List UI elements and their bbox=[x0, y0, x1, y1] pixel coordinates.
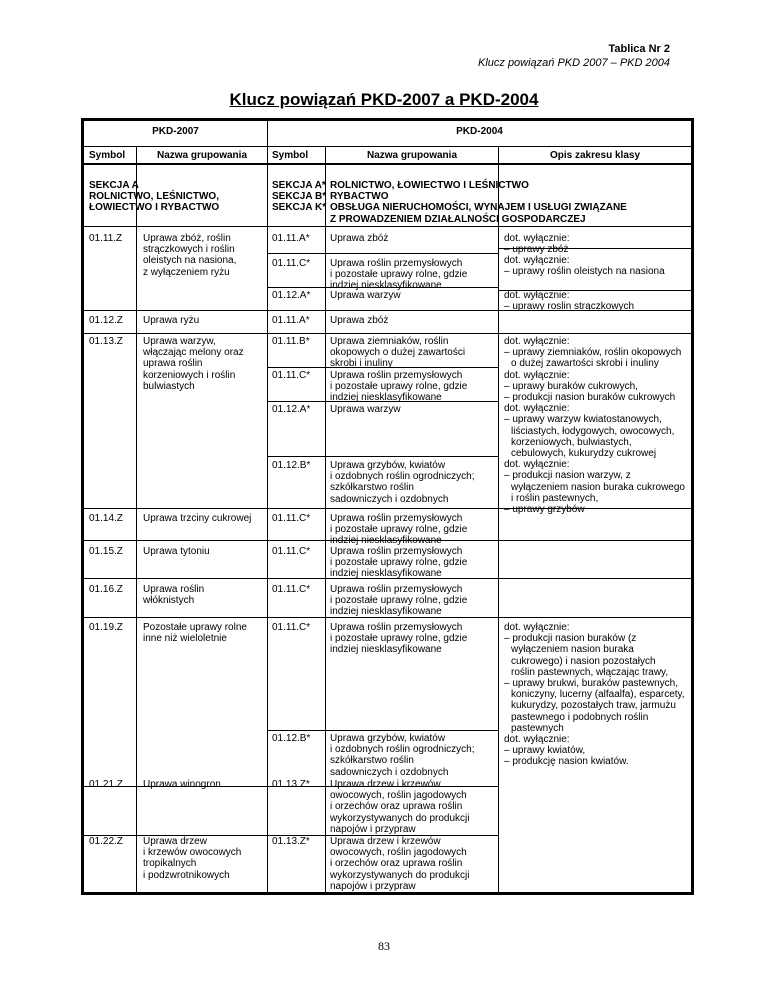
col-head-desc: Opis zakresu klasy bbox=[549, 150, 641, 161]
desc-line: korzeniowych, bulwiastych, bbox=[511, 436, 632, 448]
row-rule bbox=[84, 508, 691, 509]
col-divider bbox=[136, 146, 137, 894]
pkd2004-name: okopowych o dużej zawartości bbox=[330, 347, 466, 359]
desc-line: dot. wyłącznie: bbox=[504, 403, 570, 415]
desc-line: roślin pastewnych, włączając trawy, bbox=[511, 666, 669, 678]
pkd2004-name: Uprawa grzybów, kwiatów bbox=[330, 460, 446, 471]
page-header bbox=[478, 42, 670, 70]
pkd2004-name: Uprawa grzybów, kwiatów bbox=[330, 733, 446, 744]
pkd2007-name: włączając melony oraz bbox=[143, 347, 244, 359]
pkd2004-name: i pozostałe uprawy rolne, gdzie bbox=[330, 269, 468, 281]
pkd2007-code: 01.14.Z bbox=[89, 513, 123, 524]
pkd2007-name: tropikalnych bbox=[143, 858, 197, 870]
section-title: ROLNICTWO, LEŚNICTWO, bbox=[89, 191, 219, 203]
pkd2004-name: i pozostałe uprawy rolne, gdzie bbox=[330, 557, 468, 569]
desc-line: wyłączeniem nasion buraka cukrowego bbox=[511, 481, 685, 493]
pkd2004-name: sadowniczych i ozdobnych bbox=[330, 493, 449, 505]
desc-line: – uprawy zbóż bbox=[504, 244, 568, 255]
pkd2004-name: napojów i przypraw bbox=[330, 880, 416, 892]
desc-line: – produkcji nasion buraków (z bbox=[504, 633, 636, 644]
pkd2007-code: 01.16.Z bbox=[89, 584, 123, 595]
pkd2004-name: i ozdobnych roślin ogrodniczych; bbox=[330, 744, 475, 756]
pkd2004-code: 01.11.C* bbox=[272, 370, 311, 381]
sub-rule bbox=[267, 730, 498, 731]
pkd2007-name: strączkowych i roślin bbox=[143, 244, 235, 256]
pkd2007-code: 01.21.Z bbox=[89, 779, 123, 790]
desc-line: o dużej zawartości skrobi i inuliny bbox=[511, 358, 659, 370]
desc-line: – uprawy buraków cukrowych, bbox=[504, 381, 638, 392]
col-head-name: Nazwa grupowania bbox=[156, 150, 247, 161]
pkd2007-name: bulwiastych bbox=[143, 380, 195, 392]
col-divider bbox=[325, 146, 326, 894]
section-name: Z PROWADZENIEM DZIAŁALNOŚCI GOSPODARCZEJ bbox=[330, 213, 586, 225]
pkd2004-name: Uprawa roślin przemysłowych bbox=[330, 258, 463, 269]
col-divider bbox=[498, 146, 499, 894]
pkd2004-name: szkółkarstwo roślin bbox=[330, 755, 414, 767]
pkd2004-code: 01.13.Z* bbox=[272, 779, 310, 790]
desc-line: – produkcji nasion buraków cukrowych bbox=[504, 392, 675, 403]
sub-rule bbox=[267, 456, 498, 457]
desc-line: liściastych, łodygowych, owocowych, bbox=[511, 425, 675, 437]
pkd2004-code: 01.11.C* bbox=[272, 258, 311, 269]
pkd2004-name: Uprawa roślin przemysłowych bbox=[330, 622, 463, 633]
pkd2007-name: oleistych na nasiona, bbox=[143, 255, 237, 267]
header-rule bbox=[84, 163, 691, 165]
pkd2004-name: Uprawa zbóż bbox=[330, 315, 389, 326]
desc-line: dot. wyłącznie: bbox=[504, 336, 570, 347]
pkd2004-name: Uprawa roślin przemysłowych bbox=[330, 513, 463, 524]
row-rule bbox=[84, 226, 691, 227]
desc-line: – uprawy grzybów bbox=[504, 504, 585, 515]
pkd2004-name: indziej niesklasyfikowane bbox=[330, 535, 442, 547]
desc-line: dot. wyłącznie: bbox=[504, 290, 570, 301]
desc-line: dot. wyłącznie: bbox=[504, 459, 570, 471]
desc-line: – produkcję nasion kwiatów. bbox=[504, 756, 629, 767]
desc-line: cebulowych, kukurydzy cukrowej bbox=[511, 448, 657, 459]
header-subtitle: Klucz powiązań PKD 2007 – PKD 2004 bbox=[477, 57, 670, 69]
pkd2004-name: Uprawa zbóż bbox=[330, 233, 389, 244]
pkd2004-code: 01.11.A* bbox=[272, 315, 310, 326]
desc-line: koniczyny, lucerny (alfaalfa), esparcety, bbox=[511, 689, 685, 701]
row-rule bbox=[84, 333, 691, 334]
pkd2004-name: owocowych, roślin jagodowych bbox=[330, 790, 467, 802]
pkd2004-name: i pozostałe uprawy rolne, gdzie bbox=[330, 381, 468, 393]
desc-line: – uprawy brukwi, buraków pastewnych, bbox=[504, 678, 678, 689]
header-rule bbox=[84, 146, 691, 147]
desc-line: wyłączeniem nasion buraka bbox=[511, 644, 634, 656]
pkd2004-name: indziej niesklasyfikowane bbox=[330, 392, 442, 404]
section-title: ŁOWIECTWO I RYBACTWO bbox=[89, 202, 220, 214]
pkd2004-name: Uprawa roślin przemysłowych bbox=[330, 584, 463, 595]
pkd2004-name: indziej niesklasyfikowane bbox=[330, 280, 442, 292]
pkd2004-code: 01.12.A* bbox=[272, 290, 311, 301]
section-symbol: SEKCJA A* bbox=[272, 180, 326, 191]
pkd2004-name: i pozostałe uprawy rolne, gdzie bbox=[330, 524, 468, 536]
pkd2004-name: skrobi i inuliny bbox=[330, 358, 393, 370]
section-name: OBSŁUGA NIERUCHOMOŚCI, WYNAJEM I USŁUGI ZWIĄZANE bbox=[330, 202, 627, 214]
pkd2004-name: indziej niesklasyfikowane bbox=[330, 568, 442, 580]
desc-line: cukrowego) i nasion pozostałych bbox=[511, 655, 656, 667]
section-symbol: SEKCJA B* bbox=[272, 191, 327, 203]
pkd2004-name: owocowych, roślin jagodowych bbox=[330, 847, 467, 859]
section-title: SEKCJA A bbox=[89, 180, 139, 191]
page-title: Klucz powiązań PKD-2007 a PKD-2004 bbox=[229, 90, 539, 109]
pkd2004-name: i pozostałe uprawy rolne, gdzie bbox=[330, 633, 468, 645]
pkd2007-name: Uprawa trzciny cukrowej bbox=[143, 513, 252, 524]
section-symbol: SEKCJA K* bbox=[272, 202, 327, 214]
pkd2004-name: Uprawa warzyw bbox=[330, 404, 401, 415]
pkd2007-name: i krzewów owocowych bbox=[143, 847, 242, 859]
desc-line: dot. wyłącznie: bbox=[504, 233, 570, 244]
group-head-pkd2007: PKD-2007 bbox=[152, 126, 199, 137]
desc-line: pastewnego i podobnych roślin bbox=[511, 711, 649, 723]
group-head-pkd2004: PKD-2004 bbox=[456, 126, 503, 137]
pkd2007-code: 01.13.Z bbox=[89, 336, 123, 347]
table-number: Tablica Nr 2 bbox=[608, 43, 670, 55]
pkd2004-name: indziej niesklasyfikowane bbox=[330, 606, 442, 618]
pkd2004-code: 01.11.C* bbox=[272, 622, 311, 633]
desc-line: – uprawy warzyw kwiatostanowych, bbox=[504, 414, 662, 425]
pkd2004-code: 01.11.A* bbox=[272, 233, 310, 244]
pkd2004-name: Uprawa roślin przemysłowych bbox=[330, 370, 463, 381]
pkd2004-name: Uprawa drzew i krzewów bbox=[330, 779, 441, 790]
pkd2004-name: Uprawa ziemniaków, roślin bbox=[330, 336, 449, 347]
pkd2007-code: 01.15.Z bbox=[89, 546, 123, 557]
desc-line: dot. wyłącznie: bbox=[504, 369, 570, 381]
pkd2004-code: 01.12.B* bbox=[272, 733, 311, 744]
pkd2007-code: 01.19.Z bbox=[89, 622, 123, 633]
desc-line: – uprawy kwiatów, bbox=[504, 745, 585, 756]
pkd2007-name: Pozostałe uprawy rolne bbox=[143, 622, 247, 633]
pkd2004-name: i orzechów oraz uprawa roślin bbox=[330, 858, 463, 870]
pkd2004-code: 01.11.C* bbox=[272, 546, 311, 557]
desc-line: – produkcji nasion warzyw, z bbox=[504, 470, 631, 481]
pkd2007-name: Uprawa tytoniu bbox=[143, 546, 210, 557]
section-name: ROLNICTWO, ŁOWIECTWO I LEŚNICTWO bbox=[330, 180, 529, 191]
desc-line: dot. wyłącznie: bbox=[504, 622, 570, 633]
pkd2004-name: sadowniczych i ozdobnych bbox=[330, 766, 449, 778]
desc-line: – uprawy ziemniaków, roślin okopowych bbox=[504, 347, 681, 358]
pkd2004-name: szkółkarstwo roślin bbox=[330, 482, 414, 494]
pkd2007-name: Uprawa roślin bbox=[143, 584, 205, 595]
pkd2004-code: 01.11.C* bbox=[272, 513, 311, 524]
col-head-symbol: Symbol bbox=[272, 150, 309, 161]
pkd2007-name: Uprawa warzyw, bbox=[143, 336, 216, 347]
pkd2007-name: z wyłączeniem ryżu bbox=[143, 266, 230, 278]
pkd2004-code: 01.12.B* bbox=[272, 460, 311, 471]
pkd2007-name: uprawa roślin bbox=[143, 358, 203, 370]
pkd2004-code: 01.11.B* bbox=[272, 336, 310, 347]
desc-line: – uprawy roslin strączkowych bbox=[504, 301, 634, 312]
pkd2007-name: korzeniowych i roślin bbox=[143, 369, 236, 381]
pkd2004-code: 01.13.Z* bbox=[272, 836, 310, 847]
desc-line: – uprawy roślin oleistych na nasiona bbox=[504, 266, 665, 277]
col-head-symbol: Symbol bbox=[89, 150, 126, 161]
desc-line: dot. wyłącznie: bbox=[504, 734, 570, 745]
pkd2004-code: 01.12.A* bbox=[272, 404, 311, 415]
pkd2007-name: i podzwrotnikowych bbox=[143, 869, 230, 881]
pkd2004-code: 01.11.C* bbox=[272, 584, 311, 595]
pkd2007-name: Uprawa drzew bbox=[143, 836, 207, 847]
pkd2004-name: indziej niesklasyfikowane bbox=[330, 644, 442, 656]
pkd2004-name: Uprawa drzew i krzewów bbox=[330, 836, 441, 847]
page-number: 83 bbox=[378, 939, 390, 953]
pkd2004-name: i pozostałe uprawy rolne, gdzie bbox=[330, 595, 468, 607]
pkd2004-name: napojów i przypraw bbox=[330, 823, 416, 835]
pkd2007-name: włóknistych bbox=[143, 595, 195, 607]
pkd2007-code: 01.11.Z bbox=[89, 233, 123, 244]
desc-line: kukurydzy, pozostałych traw, jarmużu bbox=[511, 700, 676, 712]
pkd2007-name: Uprawa zbóż, roślin bbox=[143, 233, 231, 244]
pkd2004-name: wykorzystywanych do produkcji bbox=[330, 869, 470, 881]
pkd2004-name: Uprawa warzyw bbox=[330, 290, 401, 301]
pkd2007-code: 01.12.Z bbox=[89, 315, 123, 326]
pkd2004-name: i ozdobnych roślin ogrodniczych; bbox=[330, 471, 475, 483]
sub-rule bbox=[267, 253, 498, 254]
desc-line: pastewnych bbox=[511, 722, 564, 734]
pkd2007-name: Uprawa winogron bbox=[143, 779, 221, 790]
pkd2007-name: inne niż wieloletnie bbox=[143, 633, 227, 645]
pkd2004-name: i orzechów oraz uprawa roślin bbox=[330, 801, 463, 813]
col-head-name: Nazwa grupowania bbox=[366, 150, 457, 161]
pkd2004-name: wykorzystywanych do produkcji bbox=[330, 812, 470, 824]
pkd2004-name: Uprawa roślin przemysłowych bbox=[330, 546, 463, 557]
section-name: RYBACTWO bbox=[330, 191, 389, 203]
desc-line: i roślin pastewnych, bbox=[511, 492, 599, 504]
pkd2007-name: Uprawa ryżu bbox=[143, 315, 200, 326]
desc-line: dot. wyłącznie: bbox=[504, 255, 570, 266]
pkd2007-code: 01.22.Z bbox=[89, 836, 123, 847]
